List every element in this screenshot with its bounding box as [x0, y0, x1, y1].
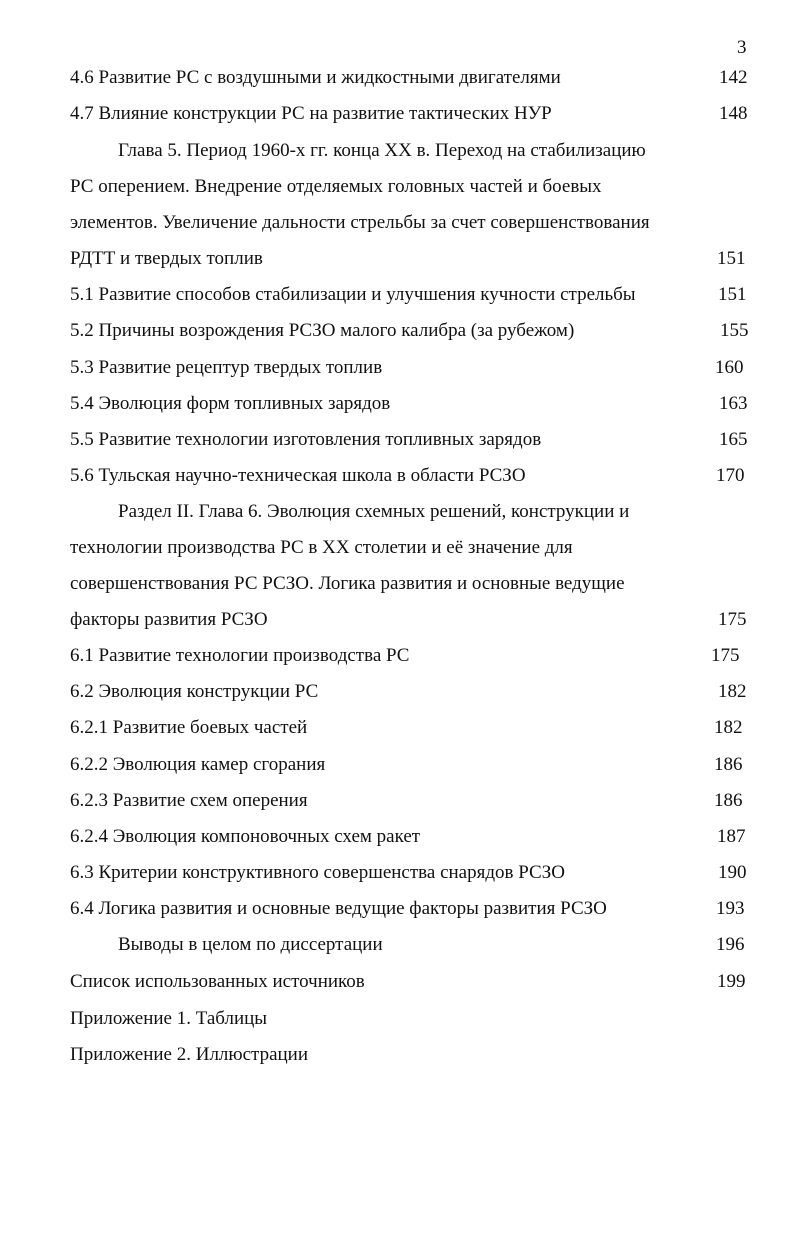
toc-entry-6-2-1: 6.2.1 Развитие боевых частей — [70, 717, 308, 738]
toc-entry-6-3: 6.3 Критерии конструктивного совершенства снарядов РСЗО — [70, 862, 565, 883]
toc-entry-conclusions: Выводы в целом по диссертации — [118, 934, 383, 955]
toc-page-6-4: 193 — [716, 898, 745, 919]
toc-chapter-6-line-1: Раздел II. Глава 6. Эволюция схемных решений, конструкции и — [118, 501, 630, 522]
toc-chapter-5-line-3: элементов. Увеличение дальности стрельбы за счет совершенствования — [70, 212, 650, 233]
toc-page-5-3: 160 — [715, 357, 744, 378]
toc-page-references: 199 — [717, 971, 746, 992]
toc-entry-4-6: 4.6 Развитие РС с воздушными и жидкостными двигателями — [70, 67, 561, 88]
toc-page-chapter-6: 175 — [718, 609, 747, 630]
toc-page-6-1: 175 — [711, 645, 740, 666]
toc-page-6-2: 182 — [718, 681, 747, 702]
toc-page-6-2-2: 186 — [714, 754, 743, 775]
toc-chapter-5-line-2: РС оперением. Внедрение отделяемых головных частей и боевых — [70, 176, 602, 197]
toc-entry-5-4: 5.4 Эволюция форм топливных зарядов — [70, 393, 391, 414]
toc-page-6-2-4: 187 — [717, 826, 746, 847]
toc-chapter-6-line-4: факторы развития РСЗО — [70, 609, 268, 630]
toc-page-4-7: 148 — [719, 103, 748, 124]
toc-page-5-6: 170 — [716, 465, 745, 486]
toc-page-6-3: 190 — [718, 862, 747, 883]
toc-entry-5-3: 5.3 Развитие рецептур твердых топлив — [70, 357, 383, 378]
toc-entry-5-6: 5.6 Тульская научно-техническая школа в области РСЗО — [70, 465, 526, 486]
toc-entry-references: Список использованных источников — [70, 971, 365, 992]
toc-entry-5-5: 5.5 Развитие технологии изготовления топливных зарядов — [70, 429, 542, 450]
toc-entry-4-7: 4.7 Влияние конструкции РС на развитие тактических НУР — [70, 103, 552, 124]
toc-chapter-6-line-2: технологии производства РС в XX столетии и её значение для — [70, 537, 573, 558]
toc-page-6-2-1: 182 — [714, 717, 743, 738]
toc-entry-appendix-1: Приложение 1. Таблицы — [70, 1008, 268, 1029]
toc-page-4-6: 142 — [719, 67, 748, 88]
toc-entry-6-2-4: 6.2.4 Эволюция компоновочных схем ракет — [70, 826, 421, 847]
toc-page-5-1: 151 — [718, 284, 747, 305]
toc-entry-6-2-2: 6.2.2 Эволюция камер сгорания — [70, 754, 326, 775]
toc-page-conclusions: 196 — [716, 934, 745, 955]
page-number: 3 — [737, 37, 747, 58]
toc-page-5-5: 165 — [719, 429, 748, 450]
toc-page-5-4: 163 — [719, 393, 748, 414]
toc-chapter-5-line-4: РДТТ и твердых топлив — [70, 248, 263, 269]
toc-chapter-6-line-3: совершенствования РС РСЗО. Логика развития и основные ведущие — [70, 573, 625, 594]
toc-entry-5-2: 5.2 Причины возрождения РСЗО малого калибра (за рубежом) — [70, 320, 575, 341]
toc-page-chapter-5: 151 — [717, 248, 746, 269]
toc-page-6-2-3: 186 — [714, 790, 743, 811]
toc-entry-appendix-2: Приложение 2. Иллюстрации — [70, 1044, 309, 1065]
toc-entry-6-2-3: 6.2.3 Развитие схем оперения — [70, 790, 308, 811]
toc-chapter-5-line-1: Глава 5. Период 1960-х гг. конца XX в. Переход на стабилизацию — [118, 140, 646, 161]
toc-entry-6-4: 6.4 Логика развития и основные ведущие факторы развития РСЗО — [70, 898, 607, 919]
toc-page-5-2: 155 — [720, 320, 749, 341]
toc-entry-6-2: 6.2 Эволюция конструкции РС — [70, 681, 319, 702]
toc-entry-6-1: 6.1 Развитие технологии производства РС — [70, 645, 410, 666]
toc-entry-5-1: 5.1 Развитие способов стабилизации и улучшения кучности стрельбы — [70, 284, 636, 305]
